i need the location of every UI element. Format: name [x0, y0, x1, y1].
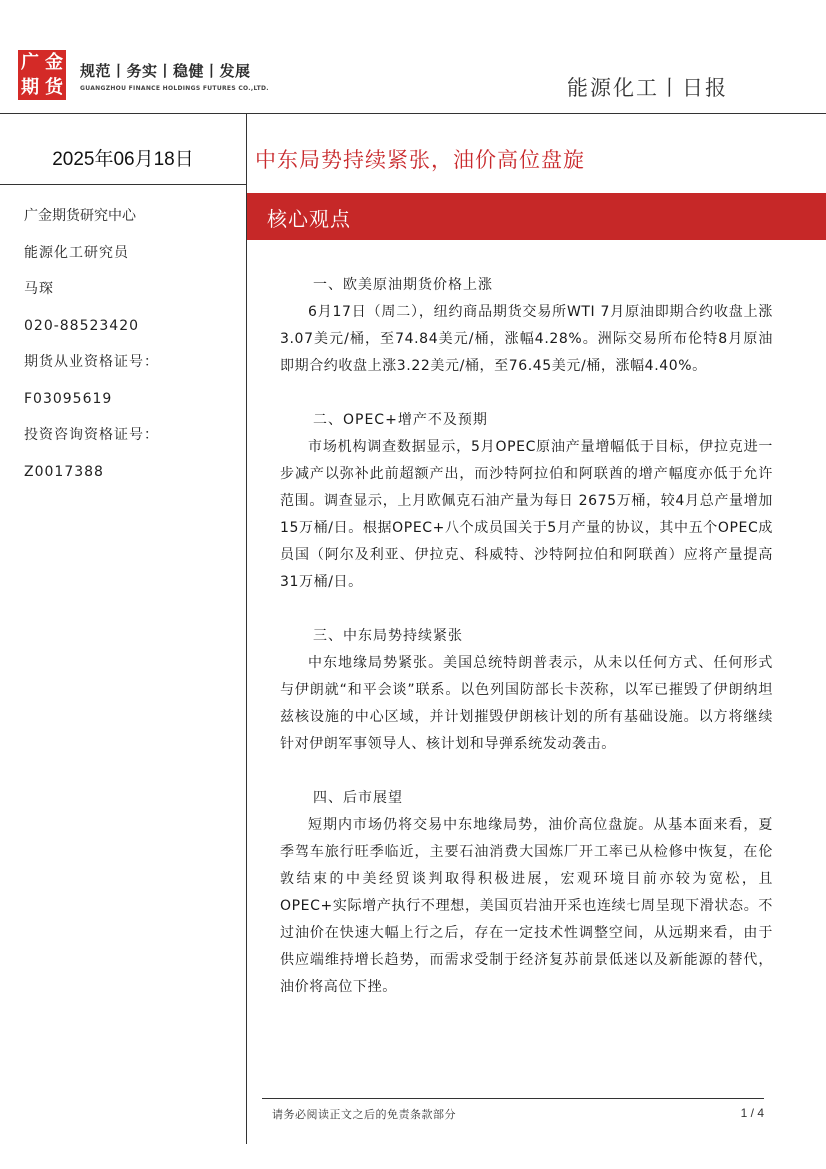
section-title: 二、OPEC+增产不及预期: [313, 412, 488, 428]
section-paragraph: 市场机构调查数据显示，5月OPEC原油产量增幅低于目标，伊拉克进一步减产以弥补此前超额产出，而沙特阿拉伯和阿联酋的增产幅度亦低于允许范围。调查显示，上月欧佩克石油产量为每日 2675万桶，较4月总产量增加15万桶/日。根据OPEC+八个成员国关于5月产量的协议，其中五个OPEC成员国（阿尔及利亚、伊拉克、科威特、沙特阿拉伯和阿联酋）应将产量提高31万桶/日。: [280, 439, 773, 590]
section-paragraph: 6月17日（周二），纽约商品期货交易所WTI 7月原油即期合约收盘上涨3.07美元/桶，至74.84美元/桶，涨幅4.28%。洲际交易所布伦特8月原油即期合约收盘上涨3.22美元/桶，至76.45美元/桶，涨幅4.40%。: [280, 304, 773, 374]
futures-license-number: F03095619: [24, 390, 113, 407]
futures-license-label: 期货从业资格证号：: [24, 354, 159, 370]
report-headline: 中东局势持续紧张，油价高位盘旋: [255, 148, 585, 172]
date-divider: [0, 184, 246, 185]
section-middle-east: [280, 623, 773, 758]
page-number: 1 / 4: [740, 1106, 764, 1120]
section-outlook: [280, 785, 773, 1001]
company-slogan: 规范丨务实丨稳健丨发展: [80, 62, 251, 80]
section-paragraph: 短期内市场仍将交易中东地缘局势，油价高位盘旋。从基本面来看，夏季驾车旅行旺季临近，主要石油消费大国炼厂开工率已从检修中恢复，在伦敦结束的中美经贸谈判取得积极进展，宏观环境目前亦较为宽松，且OPEC+实际增产执行不理想，美国页岩油开采也连续七周呈现下滑状态。不过油价在快速大幅上行之后，存在一定技术性调整空间，从远期来看，由于供应端维持增长趋势，而需求受制于经济复苏前景低迷以及新能源的替代，油价将高位下挫。: [280, 817, 773, 995]
analyst-info: [24, 206, 239, 498]
logo-char: 广: [21, 51, 39, 73]
section-oil-prices: [280, 272, 773, 380]
consulting-license-label: 投资咨询资格证号：: [24, 427, 159, 443]
section-title: 三、中东局势持续紧张: [313, 628, 463, 644]
analyst-phone: 020-88523420: [24, 317, 140, 334]
company-logo: [18, 50, 66, 100]
section-title: 一、欧美原油期货价格上涨: [313, 277, 493, 293]
logo-char: 期: [21, 76, 39, 98]
report-type: 能源化工丨日报: [567, 76, 728, 100]
analyst-name: 马琛: [24, 281, 54, 297]
section-title: 四、后市展望: [313, 790, 403, 806]
consulting-license-number: Z0017388: [24, 463, 104, 480]
core-view-title: 核心观点: [267, 207, 351, 231]
column-divider: [246, 114, 247, 1144]
section-paragraph: 中东地缘局势紧张。美国总统特朗普表示，从未以任何方式、任何形式与伊朗就“和平会谈”联系。以色列国防部长卡茨称，以军已摧毁了伊朗纳坦兹核设施的中心区域，并计划摧毁伊朗核计划的所有基础设施。以方将继续针对伊朗军事领导人、核计划和导弹系统发动袭击。: [280, 655, 773, 752]
analyst-role: 能源化工研究员: [24, 244, 129, 261]
logo-char: 金: [45, 51, 63, 73]
core-view-bar: [247, 193, 826, 240]
section-opec: [280, 407, 773, 596]
company-english-name: GUANGZHOU FINANCE HOLDINGS FUTURES CO.,LTD.: [80, 85, 269, 92]
report-date: 2025年06月18日: [52, 149, 194, 170]
footer-divider: [262, 1098, 764, 1099]
header-divider: [0, 113, 826, 114]
logo-char: 货: [45, 76, 63, 98]
disclaimer-note: 请务必阅读正文之后的免责条款部分: [272, 1108, 456, 1121]
report-body: [280, 272, 773, 1028]
research-center: 广金期货研究中心: [24, 208, 136, 224]
